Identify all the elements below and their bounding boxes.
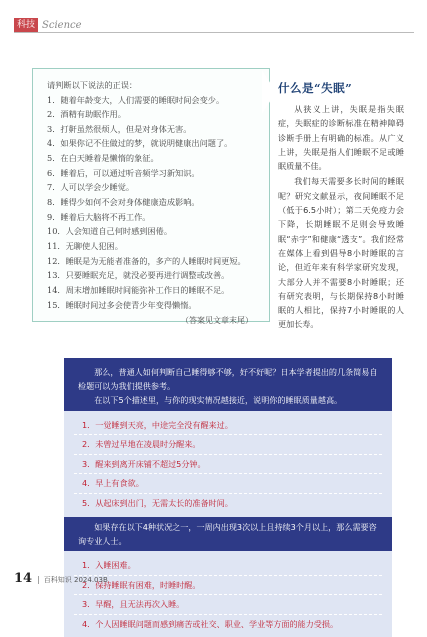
quiz-item: 7．人可以学会少睡觉。 [47, 182, 135, 193]
consult-prompt: 如果存在以下4种状况之一，一周内出现3次以上且持续3个月以上，那么需要咨询专业人士。 [78, 521, 377, 546]
page-number: 14 [14, 571, 33, 586]
section-header [14, 18, 82, 32]
header-divider [14, 32, 414, 33]
article-column [278, 80, 404, 332]
page-footer [14, 571, 108, 586]
list-item: 2．保持睡眠有困难，时睡时醒。 [74, 576, 382, 596]
quiz-item: 8．睡得少如何不会对身体健康造成影响。 [47, 197, 200, 208]
article-paragraph: 我们每天需要多长时间的睡眠呢？研究文献显示，夜间睡眠不足（低于6.5小时）；第二天免疫力会下降，长期睡眠不足则会导致睡眠“赤字”和健康“透支”。我们经常在媒体上看到倡导8小时睡眠的言论，但近年来有科学家研究发现，大部分人并不需要8小时睡眠；还有研究表明，与长期保持8小时睡眠的人相比，保持7小时睡眠的人更加长寿。 [278, 176, 404, 330]
quiz-item: 6．睡着后，可以通过听音频学习新知识。 [47, 167, 200, 178]
footer-separator: | [37, 575, 40, 584]
list-item: 3．早醒，且无法再次入睡。 [74, 595, 382, 615]
quiz-title: 请判断以下说法的正误： [47, 80, 138, 90]
quiz-item: 11．无聊使人犯困。 [47, 241, 123, 252]
list-item: 4．早上有食欲。 [74, 474, 382, 494]
quality-checklist [64, 411, 392, 517]
list-item: 3．醒来到离开床铺不超过5分钟。 [74, 455, 382, 475]
list-item: 4．个人因睡眠问题而感到痛苦或社交、职业、学业等方面的能力受损。 [82, 618, 339, 629]
quiz-item: 5．在白天睡着是懒惰的象征。 [47, 153, 159, 164]
quiz-box-notch [262, 70, 276, 114]
quiz-item: 10．人会知道自己何时感到困倦。 [47, 226, 173, 237]
publication-name: 百科知识 2024.03B [43, 576, 108, 584]
list-item: 2．未曾过早地在凌晨时分醒来。 [74, 435, 382, 455]
quiz-item: 12．睡眠是为无能者准备的，多产的人睡眠时间更短。 [47, 255, 246, 266]
quiz-item: 13．只要睡眠充足，就没必要再进行调整或改善。 [47, 270, 230, 281]
quiz-item: 14．周末增加睡眠时间能弥补工作日的睡眠不足。 [47, 285, 230, 296]
self-check-box [64, 358, 392, 637]
section-english-label: Science [42, 19, 82, 31]
self-check-prompt: 在以下5个描述里，与你的现实情况越接近，说明你的睡眠质量越高。 [94, 395, 343, 406]
list-item: 1．一觉睡到天亮，中途完全没有醒来过。 [74, 416, 382, 436]
quiz-item: 2．酒精有助眠作用。 [47, 109, 126, 120]
quiz-box [32, 68, 270, 326]
quiz-answer-note: （答案见文章末尾） [181, 316, 253, 326]
quiz-item: 4．如果你记不住做过的梦，就说明健康出问题了。 [47, 138, 233, 149]
quiz-item: 9．睡着后大脑将不再工作。 [47, 211, 151, 222]
article-paragraph: 从狭义上讲，失眠是指失眠症，失眠症的诊断标准在精神障碍诊断手册上有明确的标准。从广义上讲，失眠是指人们睡眠不足或睡眠质量不佳。 [278, 104, 404, 172]
article-title: 什么是“失眠” [278, 81, 353, 95]
list-item: 1．入睡困难。 [74, 556, 382, 576]
quiz-item: 15．睡眠时间过多会使青少年变得懒惰。 [47, 299, 197, 310]
quiz-list [47, 93, 259, 313]
list-item: 5．从起床到出门，无需太长的准备时间。 [82, 497, 233, 508]
consult-checklist [64, 551, 392, 637]
self-check-intro: 那么，普通人如何判断自己睡得够不够，好不好呢？日本学者提出的几条简易自检题可以为我们提供参考。 [78, 367, 378, 392]
section-tag: 科技 [14, 18, 38, 32]
quiz-item: 3．打鼾虽然很烦人，但是对身体无害。 [47, 123, 192, 134]
quiz-item: 1．随着年龄变大，人们需要的睡眠时间会变少。 [47, 94, 225, 105]
